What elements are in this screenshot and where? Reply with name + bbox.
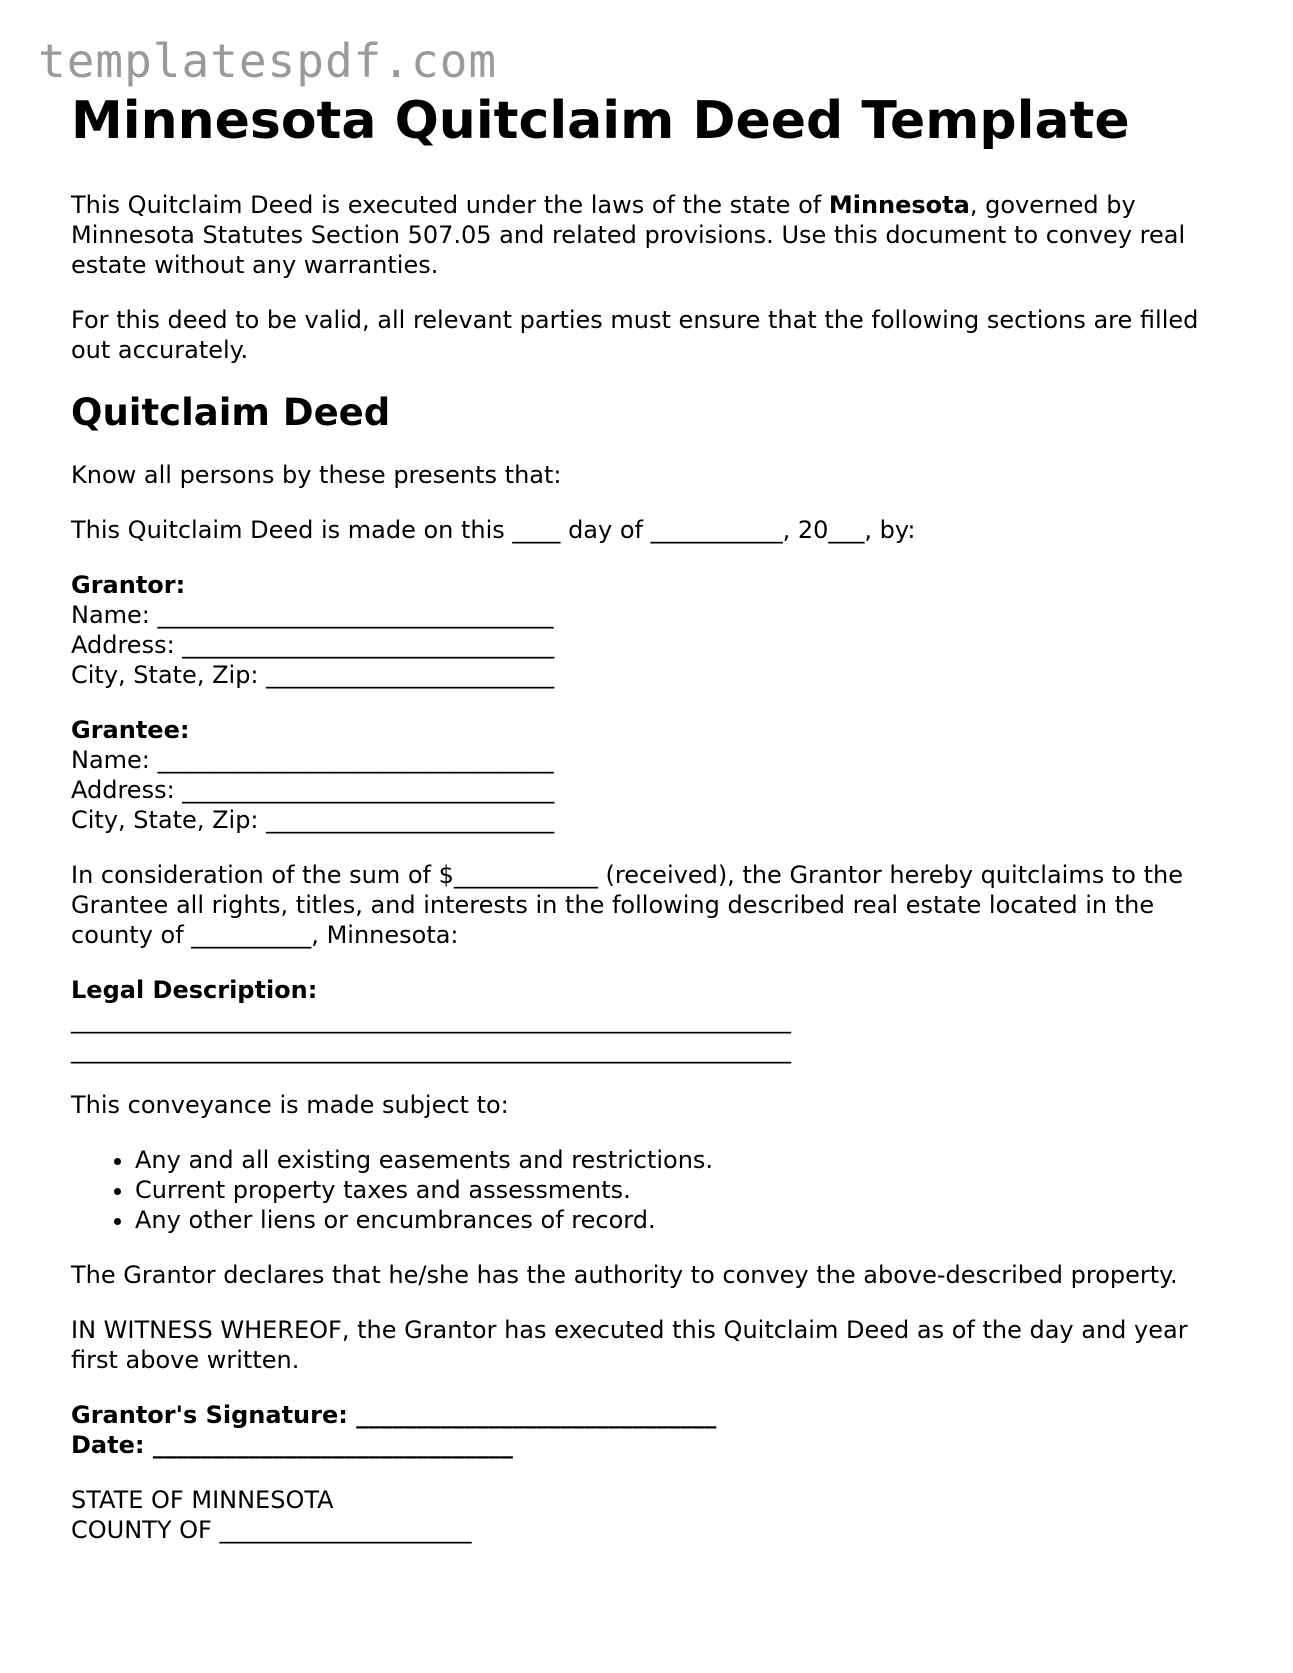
document-body (71, 90, 1231, 1570)
page-title: Minnesota Quitclaim Deed Template (71, 91, 1130, 151)
list-item: • Any other liens or encumbrances of record. (135, 1205, 1231, 1235)
notary-venue-block (71, 1485, 1231, 1545)
legal-description-block (71, 975, 1231, 1065)
legal-description-label: Legal Description: (71, 976, 318, 1004)
grantee-address-field[interactable]: Address: _______________________________ (71, 776, 555, 804)
list-item: • Any and all existing easements and restrictions. (135, 1145, 1231, 1175)
grantee-name-field[interactable]: Name: _________________________________ (71, 746, 554, 774)
legal-description-line[interactable]: ____________________________________________________________ (71, 1006, 791, 1034)
intro-text-end: , governed by Minnesota Statutes Section 507.05 and related provisions. Use this document to convey real estate without any warranties. (71, 191, 1186, 279)
made-on-line[interactable]: This Quitclaim Deed is made on this ____ day of ___________, 20___, by: (71, 516, 916, 544)
know-all-text: Know all persons by these presents that: (71, 461, 562, 489)
legal-description-line[interactable]: ____________________________________________________________ (71, 1036, 791, 1064)
grantor-signature-field[interactable]: Grantor's Signature: ______________________________ (71, 1401, 717, 1429)
intro-state: Minnesota (828, 191, 970, 219)
list-item: • Current property taxes and assessments. (135, 1175, 1231, 1205)
watermark: templatespdf.com (38, 34, 498, 88)
conditions-list (71, 1145, 1231, 1235)
grantee-label: Grantee: (71, 716, 190, 744)
witness-paragraph: IN WITNESS WHEREOF, the Grantor has executed this Quitclaim Deed as of the day and year first above written. (71, 1316, 1188, 1374)
section-heading: Quitclaim Deed (71, 391, 391, 434)
signature-date-field[interactable]: Date: ______________________________ (71, 1431, 513, 1459)
grantor-block (71, 570, 1231, 690)
consideration-paragraph[interactable]: In consideration of the sum of $____________ (received), the Grantor hereby quitclaims to the Grantee all rights, titles, and interests in the following described real estate located in the county of __________, Minnesota: (71, 861, 1183, 949)
authority-paragraph: The Grantor declares that he/she has the authority to convey the above-described property. (71, 1261, 1178, 1289)
county-field[interactable]: COUNTY OF _____________________ (71, 1516, 472, 1544)
grantor-city-field[interactable]: City, State, Zip: ________________________ (71, 661, 555, 689)
subject-to-text: This conveyance is made subject to: (71, 1091, 509, 1119)
intro-paragraph (71, 190, 1231, 280)
grantor-label: Grantor: (71, 571, 186, 599)
signature-block (71, 1400, 1231, 1460)
grantee-block (71, 715, 1231, 835)
validity-paragraph: For this deed to be valid, all relevant parties must ensure that the following sections are filled out accurately. (71, 306, 1199, 364)
grantor-address-field[interactable]: Address: _______________________________ (71, 631, 555, 659)
state-label: STATE OF MINNESOTA (71, 1486, 334, 1514)
grantor-name-field[interactable]: Name: _________________________________ (71, 601, 554, 629)
intro-text-start: This Quitclaim Deed is executed under the laws of the state of (71, 191, 829, 219)
grantee-city-field[interactable]: City, State, Zip: ________________________ (71, 806, 555, 834)
